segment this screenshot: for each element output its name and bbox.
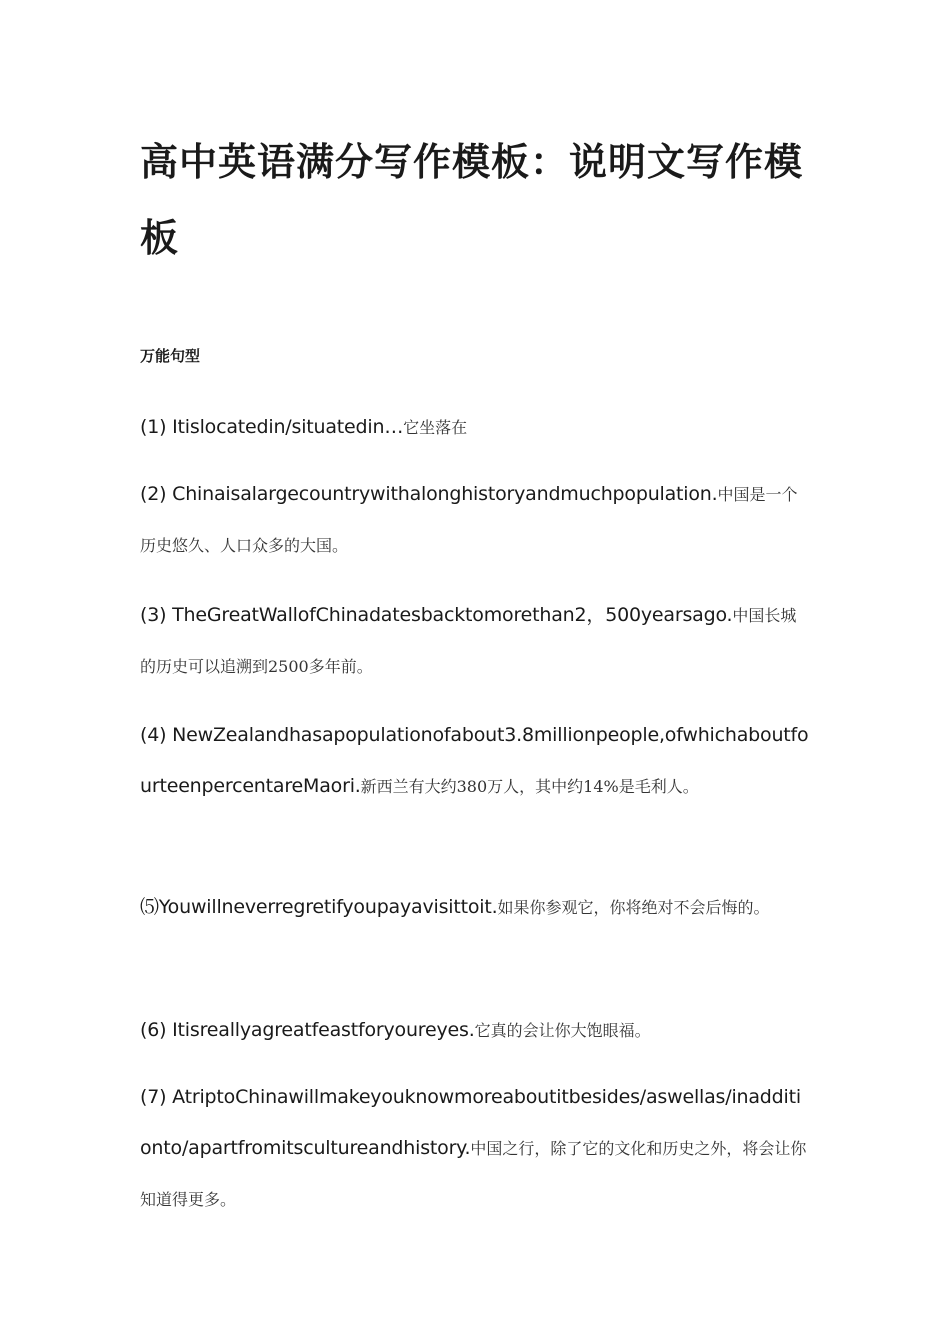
sentence-2 <box>140 469 812 571</box>
section-heading: 万能句型 <box>140 347 201 365</box>
sentence-6 <box>140 1005 812 1056</box>
sentence-4-chinese: 新西兰有大约380万人，其中约14%是毛利人。 <box>360 777 699 796</box>
sentence-2-english: (2) Chinaisalargecountrywithalonghistoryandmuchpopulation. <box>140 483 718 505</box>
sentence-2-chinese: 中国是一个历史悠久、人口众多的大国。 <box>140 485 798 555</box>
sentence-7 <box>140 1072 812 1225</box>
sentence-5 <box>140 882 812 933</box>
sentence-5-english: ⑸Youwillneverregretifyoupayavisittoit. <box>140 896 498 918</box>
sentence-7-english: (7) AtriptoChinawillmakeyouknowmoreaboutitbesides/aswellas/inadditionto/apartfromitscultureandhistory. <box>140 1086 801 1159</box>
sentence-3 <box>140 590 812 692</box>
sentence-6-chinese: 它真的会让你大饱眼福。 <box>474 1021 651 1040</box>
sentence-1-chinese: 它坐落在 <box>403 418 468 437</box>
sentence-3-english: (3) TheGreatWallofChinadatesbacktomorethan2，500yearsago. <box>140 604 733 626</box>
sentence-5-chinese: 如果你参观它，你将绝对不会后悔的。 <box>497 898 770 917</box>
sentence-4 <box>140 710 812 812</box>
sentence-3-chinese: 中国长城的历史可以追溯到2500多年前。 <box>140 606 797 676</box>
sentence-1 <box>140 402 812 453</box>
page-title: 高中英语满分写作模板：说明文写作模板 <box>140 140 804 260</box>
sentence-4-english: (4) NewZealandhasapopulationofabout3.8millionpeople,ofwhichaboutfourteenpercentareMaori. <box>140 724 809 797</box>
sentence-6-english: (6) Itisreallyagreatfeastforyoureyes. <box>140 1019 475 1041</box>
sentence-7-chinese: 中国之行，除了它的文化和历史之外，将会让你知道得更多。 <box>140 1139 807 1209</box>
sentence-1-english: (1) Itislocatedin/situatedin… <box>140 416 404 438</box>
